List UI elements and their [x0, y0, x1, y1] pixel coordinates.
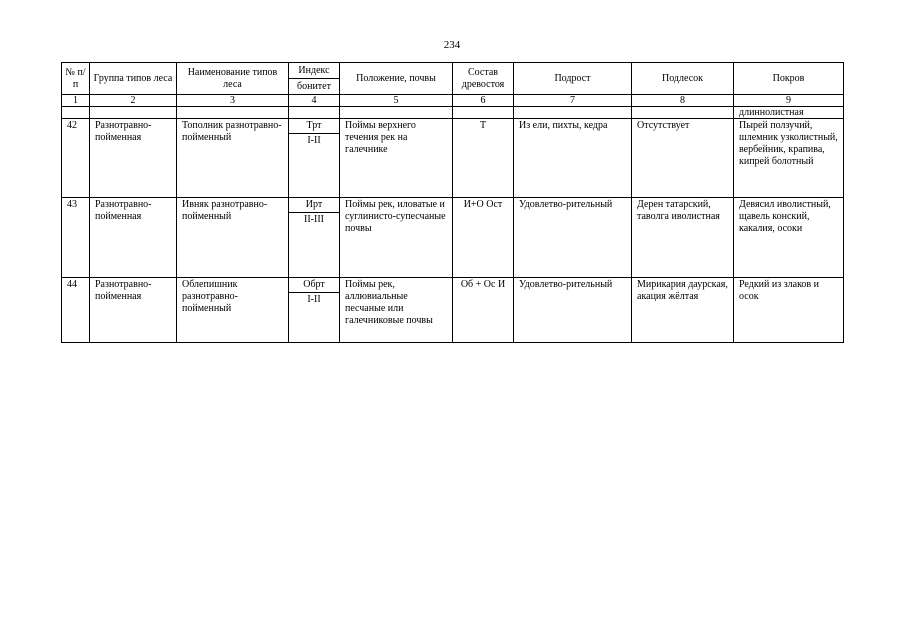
forest-type-name: Тополник разнотравно-пойменный: [177, 119, 289, 198]
table-row: [62, 278, 844, 293]
forest-index: Трт: [289, 119, 340, 134]
header-cover: Покров: [734, 63, 844, 95]
forest-types-table: [61, 62, 844, 343]
stand-composition: Т: [453, 119, 514, 198]
position-soils: Поймы рек, иловатые и суглинисто-супесчаные почвы: [340, 198, 453, 278]
column-number: 3: [177, 95, 289, 107]
column-number: 5: [340, 95, 453, 107]
column-number: 8: [632, 95, 734, 107]
ground-cover: Девясил иволистный, щавель конский, какалия, осоки: [734, 198, 844, 278]
underbrush: Отсутствует: [632, 119, 734, 198]
ground-cover: Пырей ползучий, шлемник узколистный, вербейник, крапива, кипрей болотный: [734, 119, 844, 198]
undergrowth: Удовлетво-рительный: [514, 278, 632, 343]
forest-group: Разнотравно-пойменная: [90, 119, 177, 198]
forest-index: Ирт: [289, 198, 340, 213]
undergrowth: Удовлетво-рительный: [514, 198, 632, 278]
table-row: [62, 119, 844, 134]
header-bonitet: бонитет: [289, 79, 340, 95]
column-number: 6: [453, 95, 514, 107]
stand-composition: Об + Ос И: [453, 278, 514, 343]
bonitet: I-II: [289, 293, 340, 343]
forest-group: Разнотравно-пойменная: [90, 278, 177, 343]
underbrush: Мирикария даурская, акация жёлтая: [632, 278, 734, 343]
stand-composition: И+О Ост: [453, 198, 514, 278]
bonitet: II-III: [289, 213, 340, 278]
header-position: Положение, почвы: [340, 63, 453, 95]
column-number: 4: [289, 95, 340, 107]
continuation-row: [62, 107, 844, 119]
ground-cover: Редкий из злаков и осок: [734, 278, 844, 343]
underbrush: Дерен татарский, таволга иволистная: [632, 198, 734, 278]
row-number: 44: [62, 278, 90, 343]
column-number: 7: [514, 95, 632, 107]
continuation-cover: длиннолистная: [734, 107, 844, 119]
position-soils: Поймы рек, аллювиальные песчаные или галечниковые почвы: [340, 278, 453, 343]
position-soils: Поймы верхнего течения рек на галечнике: [340, 119, 453, 198]
header-underbrush: Подлесок: [632, 63, 734, 95]
row-number: 43: [62, 198, 90, 278]
header-index: Индекс: [289, 63, 340, 79]
undergrowth: Из ели, пихты, кедра: [514, 119, 632, 198]
forest-index: Обрт: [289, 278, 340, 293]
header-group: Группа типов леса: [90, 63, 177, 95]
header-no: № п/п: [62, 63, 90, 95]
header-undergrowth: Подрост: [514, 63, 632, 95]
header-name: Наименование типов леса: [177, 63, 289, 95]
column-number: 9: [734, 95, 844, 107]
bonitet: I-II: [289, 134, 340, 198]
forest-type-name: Облепишник разнотравно-пойменный: [177, 278, 289, 343]
column-number: 1: [62, 95, 90, 107]
forest-type-name: Ивняк разнотравно-пойменный: [177, 198, 289, 278]
header-composition: Состав древостоя: [453, 63, 514, 95]
column-number: 2: [90, 95, 177, 107]
table-row: [62, 198, 844, 213]
forest-group: Разнотравно-пойменная: [90, 198, 177, 278]
page-number: 234: [443, 39, 461, 51]
row-number: 42: [62, 119, 90, 198]
